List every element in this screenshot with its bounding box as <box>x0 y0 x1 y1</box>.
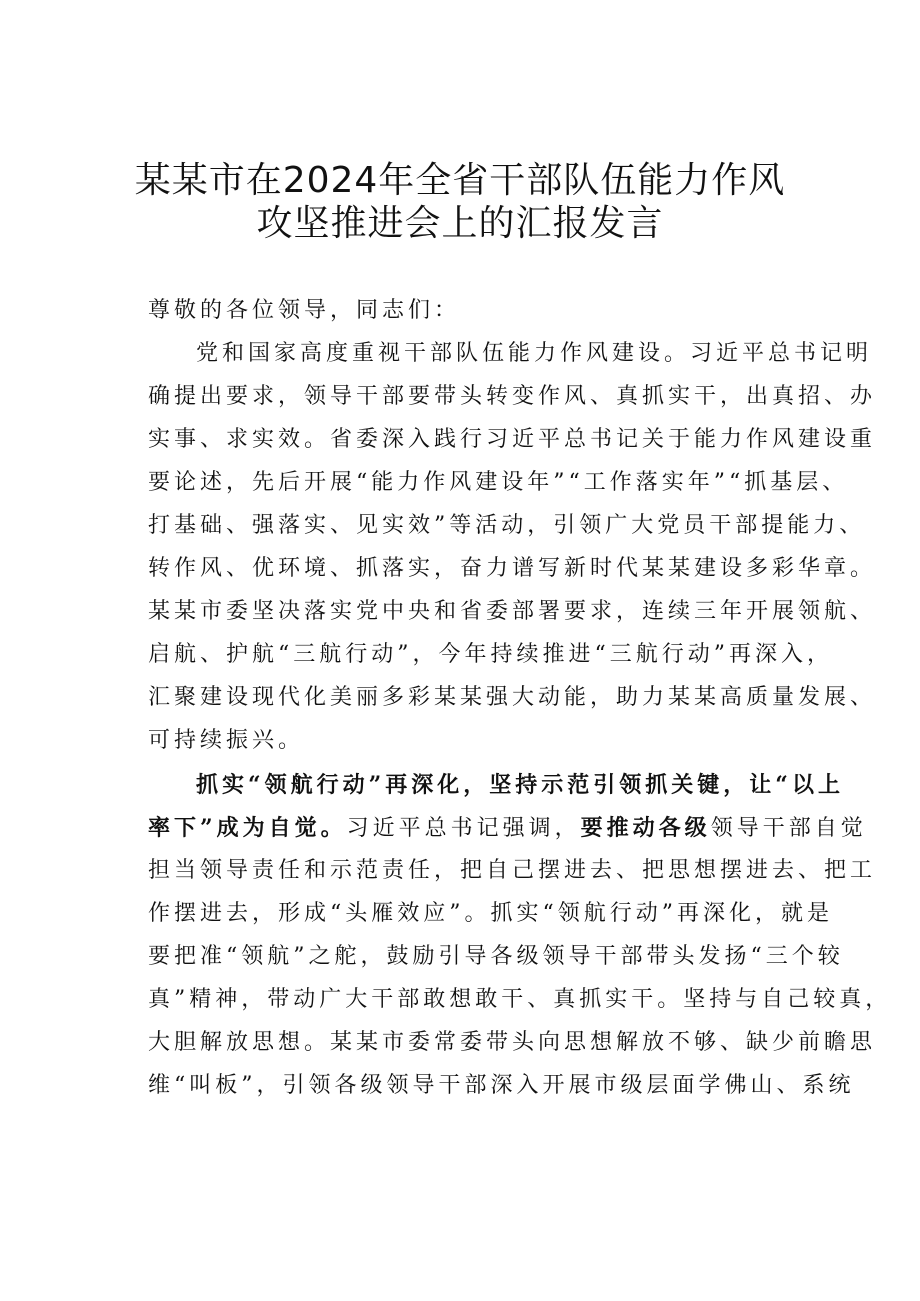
paragraph-line: 可持续振兴。 <box>148 728 305 753</box>
paragraph-line: 某某市委坚决落实党中央和省委部署要求，连续三年开展领航、 <box>148 599 877 624</box>
paragraph-line: 实事、求实效。省委深入践行习近平总书记关于能力作风建设重 <box>148 427 877 452</box>
section-heading-line: 抓实“领航行动”再深化，坚持示范引领抓关键，让“以上 <box>196 772 844 798</box>
paragraph-line: 确提出要求，领导干部要带头转变作风、真抓实干，出真招、办 <box>148 384 877 409</box>
section-heading-end: 率下”成为自觉。 <box>148 815 347 841</box>
paragraph-line: 维“叫板”，引领各级领导干部深入开展市级层面学佛山、系统 <box>148 1073 855 1098</box>
paragraph-line: 担当领导责任和示范责任，把自己摆进去、把思想摆进去、把工 <box>148 858 877 883</box>
document-title-line-1: 某某市在2024年全省干部队伍能力作风 <box>134 160 786 201</box>
emphasis-text: 要推动各级 <box>580 815 711 841</box>
paragraph-text: 习近平总书记强调， <box>346 816 581 841</box>
paragraph-line: 大胆解放思想。某某市委常委带头向思想解放不够、缺少前瞻思 <box>148 1030 877 1055</box>
paragraph-line: 启航、护航“三航行动”，今年持续推进“三航行动”再深入， <box>148 642 833 667</box>
salutation: 尊敬的各位领导，同志们： <box>148 298 461 323</box>
paragraph-line: 真”精神，带动广大干部敢想敢干、真抓实干。坚持与自己较真， <box>148 987 892 1012</box>
paragraph-line: 打基础、强落实、见实效”等活动，引领广大党员干部提能力、 <box>148 513 866 538</box>
paragraph-line: 汇聚建设现代化美丽多彩某某强大动能，助力某某高质量发展、 <box>148 685 877 710</box>
paragraph-line: 党和国家高度重视干部队伍能力作风建设。习近平总书记明 <box>196 341 873 366</box>
paragraph-line: 转作风、优环境、抓落实，奋力谱写新时代某某建设多彩华章。 <box>148 556 877 581</box>
paragraph-line: 要论述，先后开展“能力作风建设年”“工作落实年”“抓基层、 <box>148 470 849 495</box>
paragraph-line <box>148 813 867 844</box>
paragraph-line: 要把准“领航”之舵，鼓励引导各级领导干部带头发扬“三个较 <box>148 944 844 969</box>
paragraph-line: 作摆进去，形成“头雁效应”。抓实“领航行动”再深化，就是 <box>148 901 833 926</box>
paragraph-text: 领导干部自觉 <box>710 816 867 841</box>
document-title-line-2: 攻坚推进会上的汇报发言 <box>256 203 664 244</box>
